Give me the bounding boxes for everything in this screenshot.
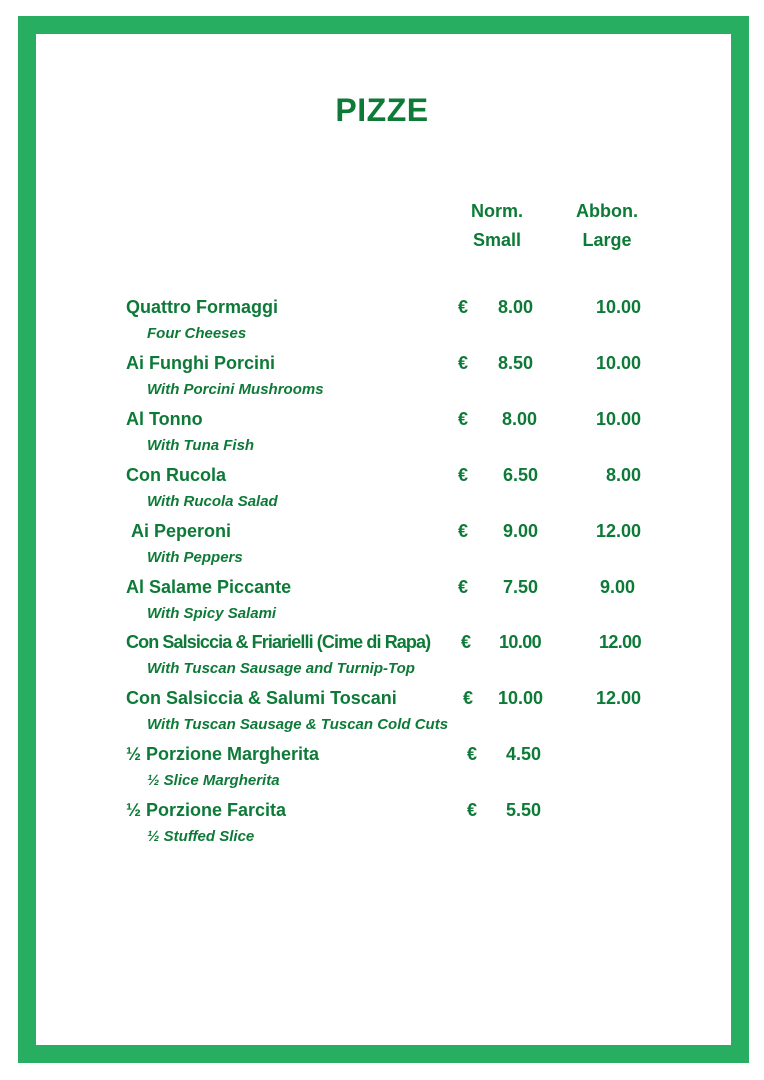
column-header-small-line2: Small [472, 230, 522, 250]
currency-symbol: € [463, 688, 474, 708]
currency-symbol: € [458, 409, 469, 429]
currency-symbol: € [458, 297, 469, 317]
price-large: 12.00 [595, 521, 641, 541]
item-description: With Tuna Fish [147, 437, 255, 454]
currency-symbol: € [467, 744, 478, 764]
price-small: 6.50 [503, 465, 539, 485]
price-large: 10.00 [595, 297, 641, 317]
item-description: Four Cheeses [147, 325, 247, 342]
price-small: 10.00 [499, 632, 542, 652]
menu-title: PIZZE [335, 92, 429, 128]
price-large: 12.00 [595, 688, 641, 708]
price-small: 10.00 [498, 688, 544, 708]
item-name: Con Rucola [126, 465, 227, 485]
column-header-large-line2: Large [582, 230, 632, 250]
currency-symbol: € [458, 577, 469, 597]
item-description: With Spicy Salami [147, 605, 277, 622]
menu-item [0, 409, 764, 465]
price-small: 4.50 [506, 744, 542, 764]
item-description: With Porcini Mushrooms [147, 381, 324, 398]
item-name: Al Salame Piccante [126, 577, 292, 597]
price-large: 8.00 [605, 465, 641, 485]
column-header-large-line1: Abbon. [576, 201, 638, 221]
price-large: 10.00 [595, 409, 641, 429]
item-name: ½ Porzione Farcita [126, 800, 287, 820]
menu-item [0, 577, 764, 633]
price-small: 5.50 [506, 800, 542, 820]
currency-symbol: € [458, 465, 469, 485]
menu-item [0, 353, 764, 409]
item-name: Con Salsiccia & Salumi Toscani [126, 688, 397, 708]
column-header-small [452, 197, 542, 255]
currency-symbol: € [467, 800, 478, 820]
item-name: ½ Porzione Margherita [126, 744, 320, 764]
price-large: 9.00 [599, 577, 635, 597]
item-description: With Tuscan Sausage and Turnip-Top [147, 660, 415, 677]
price-small: 9.00 [503, 521, 539, 541]
column-header-small-line1: Norm. [470, 201, 523, 221]
item-name: Al Tonno [126, 409, 203, 429]
menu-item [0, 465, 764, 521]
menu-item [0, 632, 764, 688]
currency-symbol: € [458, 353, 469, 373]
menu-item [0, 688, 764, 744]
currency-symbol: € [461, 632, 472, 652]
price-small: 7.50 [503, 577, 539, 597]
item-description: With Peppers [147, 549, 243, 566]
item-name: Ai Peperoni [131, 521, 232, 541]
menu-item [0, 297, 764, 353]
price-large: 12.00 [598, 632, 641, 652]
item-description: With Rucola Salad [147, 493, 278, 510]
price-small: 8.00 [498, 297, 534, 317]
item-description: With Tuscan Sausage & Tuscan Cold Cuts [147, 716, 449, 733]
price-small: 8.00 [502, 409, 538, 429]
menu-item [0, 744, 764, 800]
price-large: 10.00 [595, 353, 641, 373]
menu-item [0, 800, 764, 856]
currency-symbol: € [458, 521, 469, 541]
column-header-large [562, 197, 652, 255]
menu-item [0, 521, 764, 577]
price-small: 8.50 [498, 353, 534, 373]
item-name: Ai Funghi Porcini [126, 353, 275, 373]
item-description: ½ Stuffed Slice [147, 828, 255, 845]
item-description: ½ Slice Margherita [147, 772, 280, 789]
item-name: Con Salsiccia & Friarielli (Cime di Rapa) [126, 632, 431, 652]
item-name: Quattro Formaggi [126, 297, 278, 317]
